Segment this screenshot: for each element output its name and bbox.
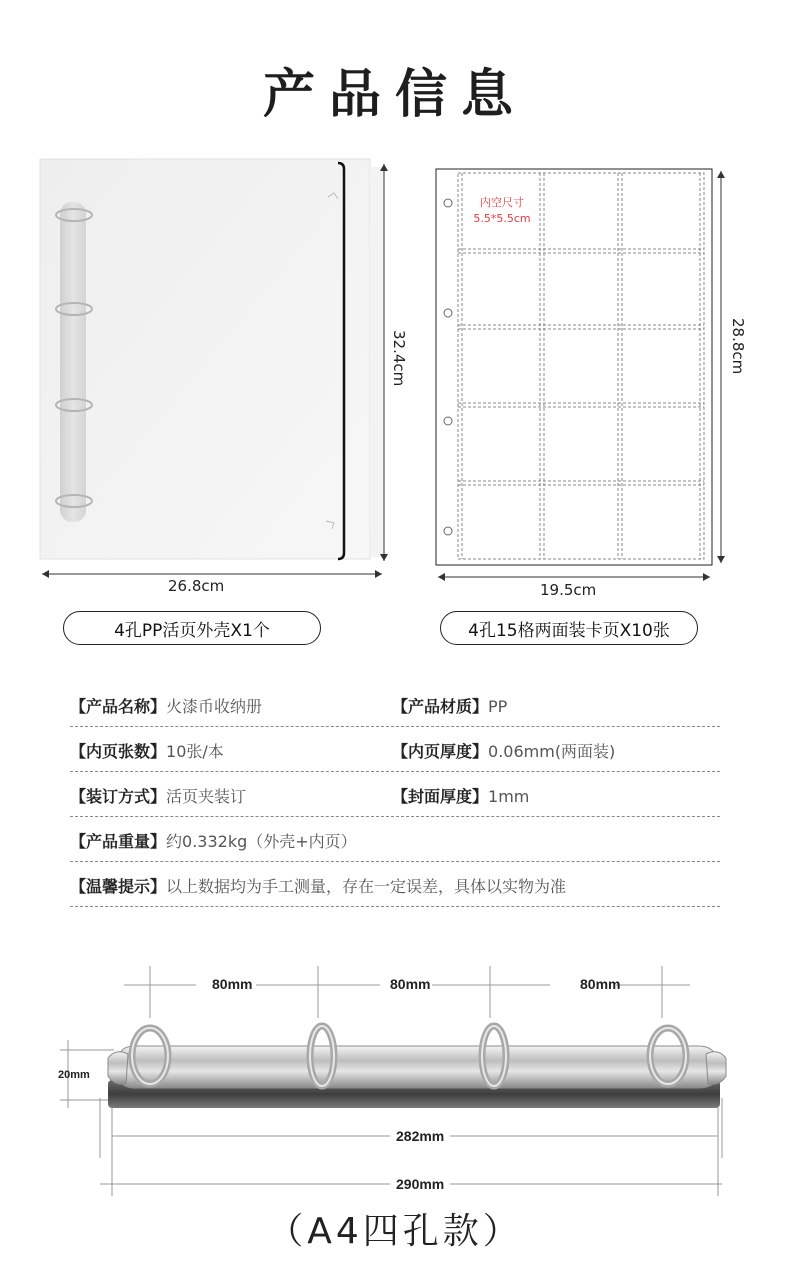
binder-cover-image [38,157,386,563]
total-length-label: 290mm [396,1176,445,1192]
page-height-label: 28.8cm [729,318,747,375]
spec-key: 【内页张数】 [70,742,167,761]
page-width-label: 19.5cm [540,581,597,599]
spec-key: 【产品名称】 [70,697,167,716]
spec-value: 0.06mm(两面装) [488,742,616,761]
page-caption-pill: 4孔15格两面装卡页X10张 [440,611,698,645]
page-height-dimension-line [715,167,727,567]
pocket-size-note-title: 内空尺寸 [480,196,524,209]
spec-row [70,682,720,727]
spec-value: 火漆币收纳册 [166,697,263,716]
cover-height-label: 32.4cm [390,330,408,387]
spec-row [70,817,720,862]
spec-key: 【产品重量】 [70,832,167,851]
ring-height-label: 20mm [58,1069,90,1081]
ring-mechanism-diagram [50,958,740,1198]
cover-height-dimension-line [378,160,390,565]
cover-width-dimension-line [38,565,386,577]
ring-gap-label-2: 80mm [390,976,431,992]
spec-key: 【内页厚度】 [392,742,489,761]
model-caption: （A4四孔款） [267,1211,523,1252]
page-width-dimension-line [434,568,714,580]
spec-key: 【装订方式】 [70,787,167,806]
spec-key: 【温馨提示】 [70,877,167,896]
spec-value: 10张/本 [166,742,224,761]
page-title: 产品信息 [262,65,527,125]
spec-key: 【产品材质】 [392,697,489,716]
inner-length-label: 282mm [396,1128,445,1144]
spec-value: 活页夹装订 [166,787,247,806]
ring-gap-label-3: 80mm [580,976,621,992]
spec-value: PP [488,697,508,716]
spec-value: 以上数据均为手工测量，存在一定误差，具体以实物为准 [166,877,567,896]
card-page-image [434,167,714,567]
spec-row [70,772,720,817]
spec-key: 【封面厚度】 [392,787,489,806]
pocket-size-note-value: 5.5*5.5cm [473,212,531,225]
spec-row [70,862,720,907]
spec-value: 1mm [488,787,530,806]
spec-value: 约0.332kg（外壳+内页） [166,832,357,851]
cover-width-label: 26.8cm [168,577,225,595]
ring-gap-label-1: 80mm [212,976,253,992]
cover-caption-pill: 4孔PP活页外壳X1个 [63,611,321,645]
spec-row [70,727,720,772]
